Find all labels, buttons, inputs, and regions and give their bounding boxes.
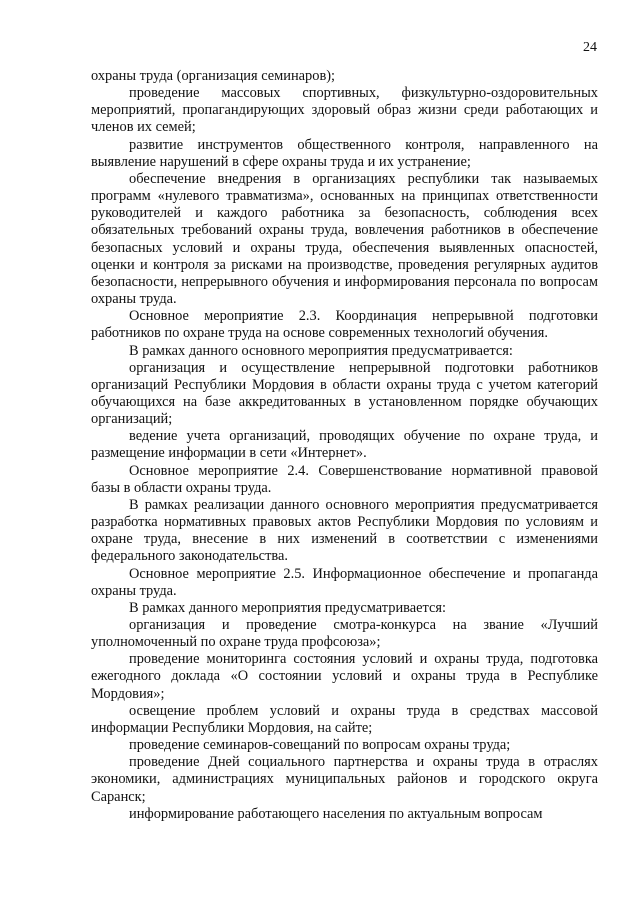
paragraph: охраны труда (организация семинаров); bbox=[91, 68, 336, 84]
paragraph: развитие инструментов общественного контроля, направленного на выявление нарушений в сфере охраны труда и их устранение; bbox=[91, 136, 598, 170]
paragraph: обеспечение внедрения в организациях республики так называемых программ «нулевого травматизма», основанных на принципах ответственности руководителей и каждого работника за безопасность, соблюдения всех обязательных требований охраны труда, вовлечения работников в обеспечение безопасных условий и охраны труда, обеспечения выявленных опасностей, оценки и контроля за рисками на производстве, проведения регулярных аудитов безопасности, непрерывного обучения и информирования персонала по вопросам охраны труда. bbox=[91, 170, 598, 308]
paragraph: Основное мероприятие 2.5. Информационное обеспечение и пропаганда охраны труда. bbox=[91, 565, 598, 599]
paragraph: Основное мероприятие 2.4. Совершенствование нормативной правовой базы в области охраны труда. bbox=[91, 462, 598, 496]
paragraph: проведение Дней социального партнерства и охраны труда в отраслях экономики, администрациях муниципальных районов и городского округа Саранск; bbox=[91, 754, 598, 805]
paragraph: В рамках данного основного мероприятия предусматривается: bbox=[129, 342, 513, 359]
paragraph: ведение учета организаций, проводящих обучение по охране труда, и размещение информации в сети «Интернет». bbox=[91, 428, 598, 462]
paragraph: организация и осуществление непрерывной подготовки работников организаций Республики Мордовия в области охраны труда с учетом категорий обучающихся на базе аккредитованных в установленном порядке обучающих организаций; bbox=[91, 359, 598, 428]
paragraph: В рамках данного мероприятия предусматривается: bbox=[129, 599, 447, 616]
paragraph: организация и проведение смотра-конкурса на звание «Лучший уполномоченный по охране труда профсоюза»; bbox=[91, 617, 598, 651]
document-body bbox=[91, 68, 598, 823]
paragraph: проведение массовых спортивных, физкультурно-оздоровительных мероприятий, пропагандирующих здоровый образ жизни среди работающих и членов их семей; bbox=[91, 85, 598, 136]
paragraph: освещение проблем условий и охраны труда в средствах массовой информации Республики Мордовия, на сайте; bbox=[91, 702, 598, 736]
paragraph: проведение мониторинга состояния условий и охраны труда, подготовка ежегодного доклада «О состоянии условий и охраны труда в Республике Мордовия»; bbox=[91, 651, 598, 702]
paragraph: В рамках реализации данного основного мероприятия предусматривается разработка нормативных правовых актов Республики Мордовия по условиям и охране труда, внесение в них изменений в соответствии с изменениями федерального законодательства. bbox=[91, 496, 598, 565]
paragraph: проведение семинаров-совещаний по вопросам охраны труда; bbox=[129, 737, 511, 754]
page-number: 24 bbox=[583, 40, 597, 55]
paragraph: информирование работающего населения по актуальным вопросам bbox=[129, 805, 543, 822]
paragraph: Основное мероприятие 2.3. Координация непрерывной подготовки работников по охране труда на основе современных технологий обучения. bbox=[91, 308, 598, 342]
